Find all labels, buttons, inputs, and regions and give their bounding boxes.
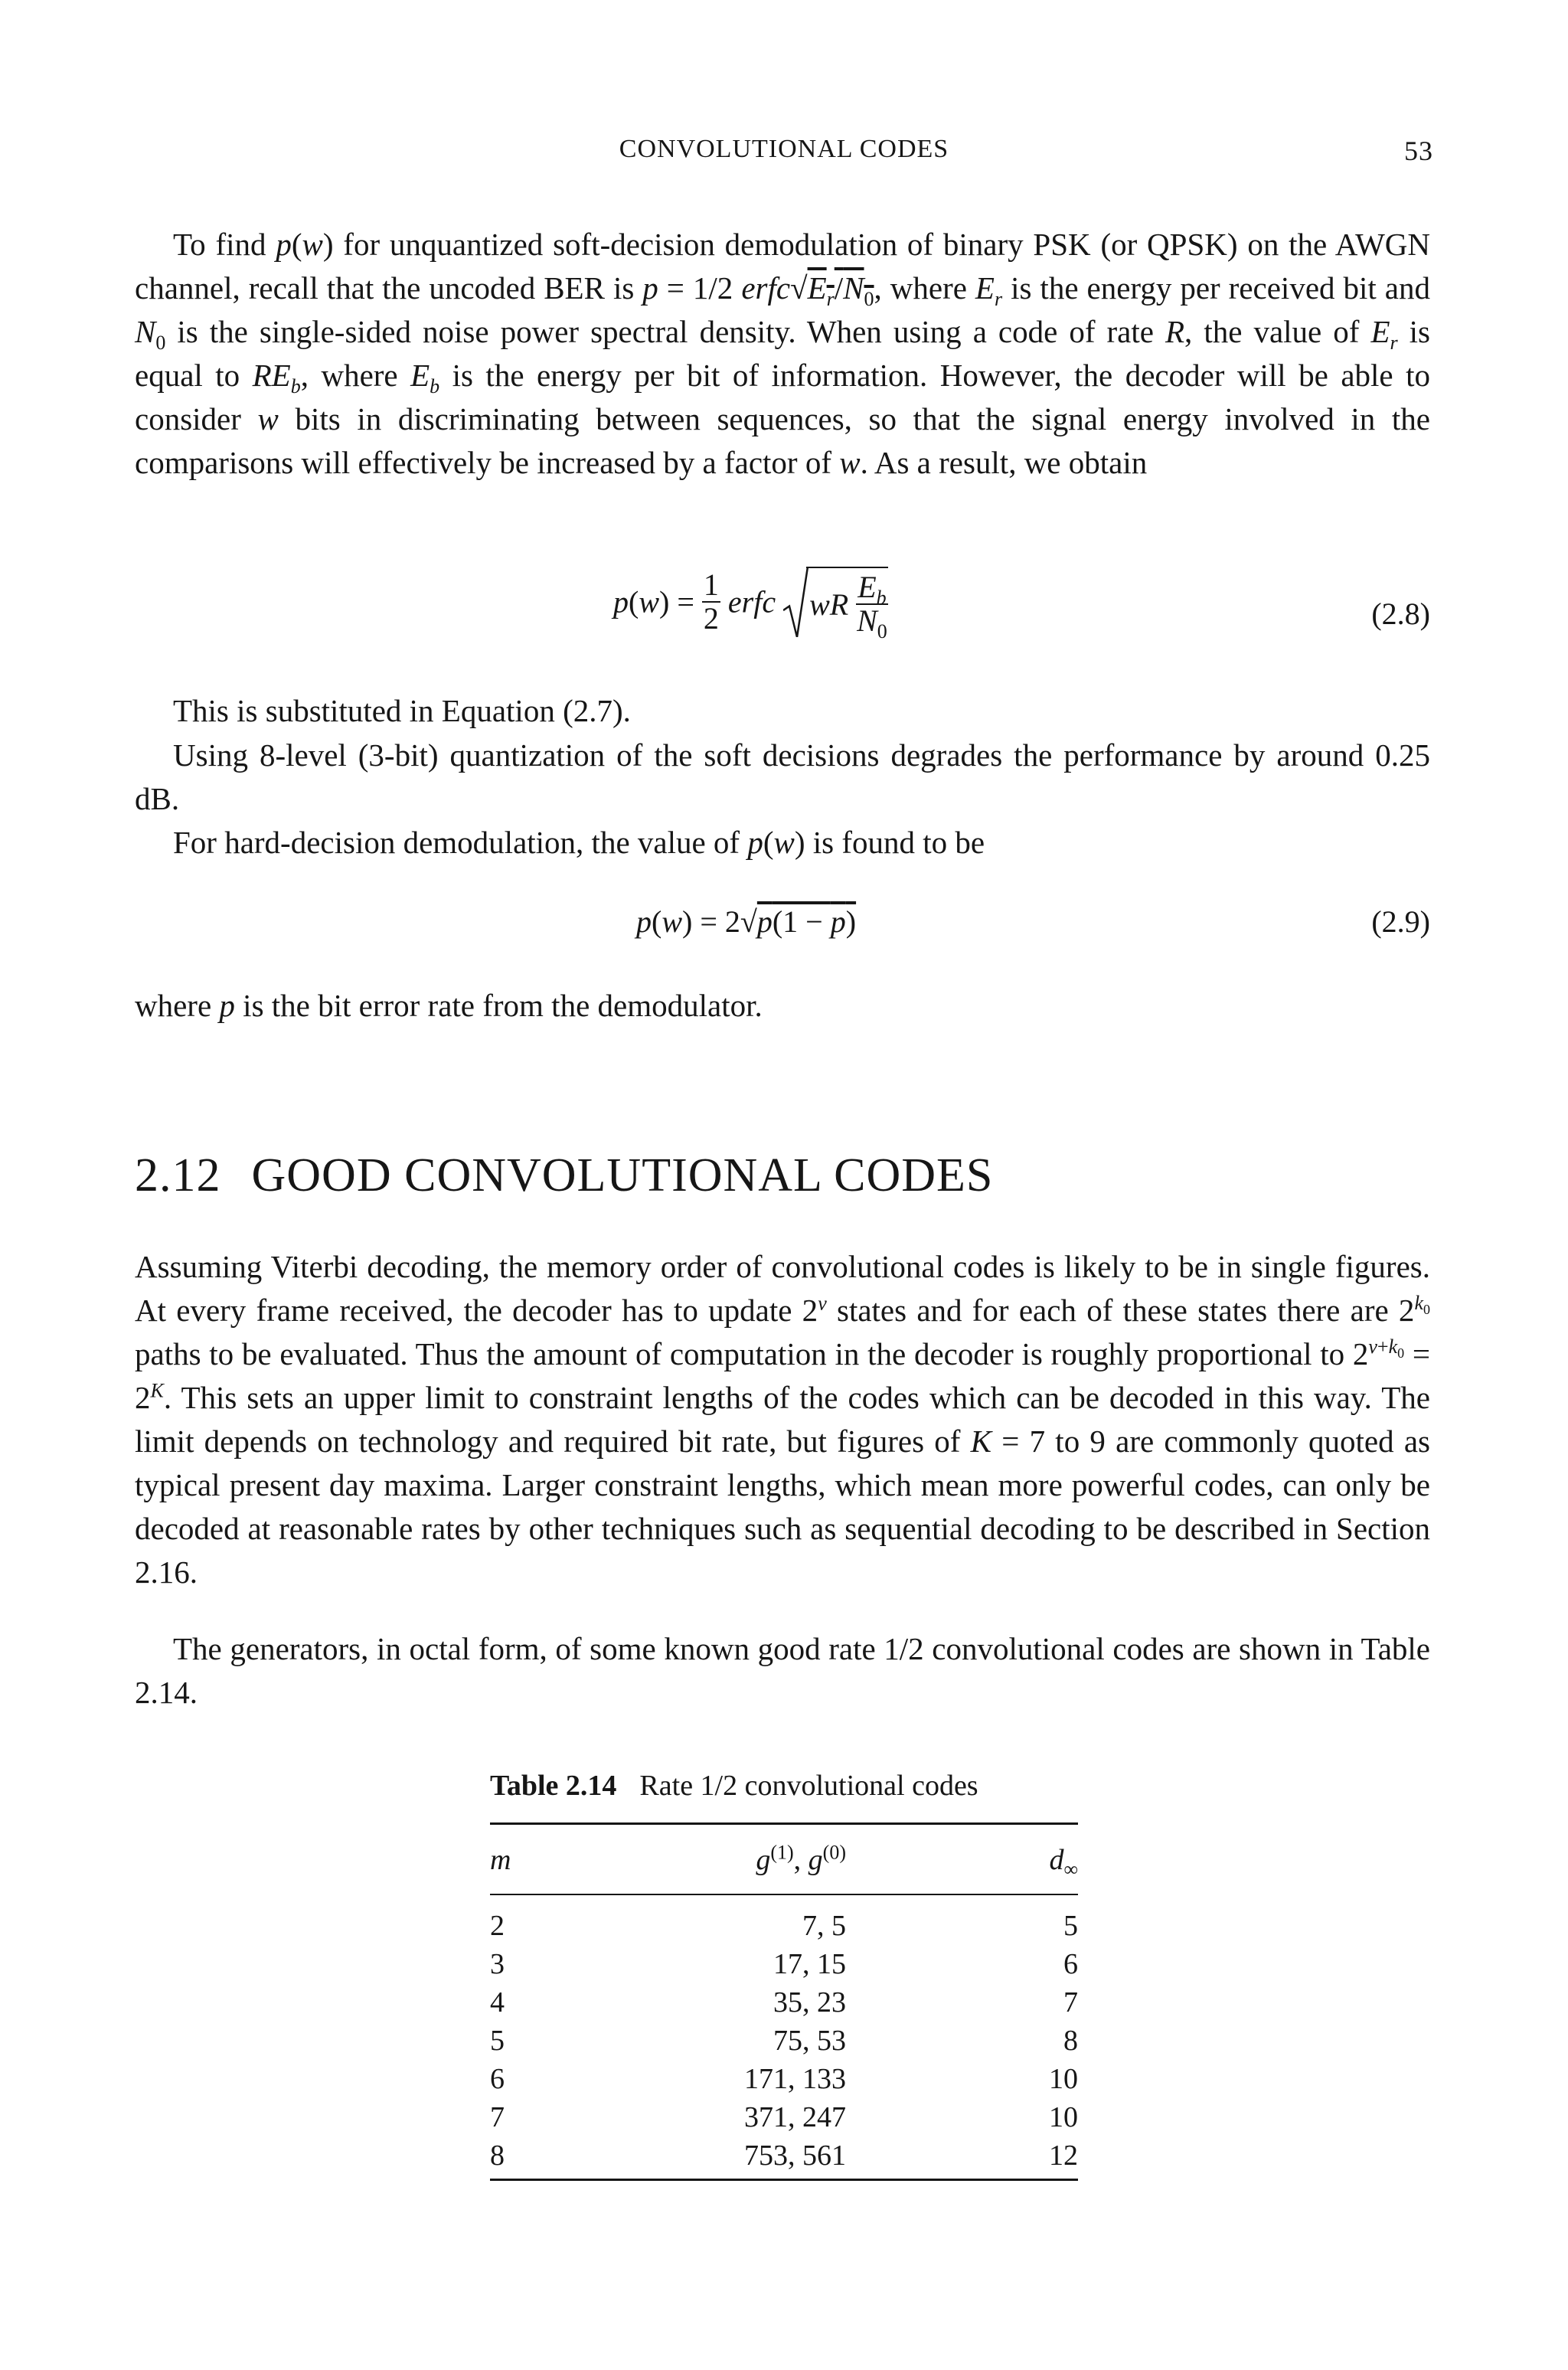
table-body [490,1895,1078,2179]
running-title: CONVOLUTIONAL CODES [619,135,949,163]
cell-generators: 17, 15 [773,1948,846,1980]
header-m: m [490,1844,511,1876]
paragraph-soft-decision: To find p(w) for unquantized soft-decision demodulation of binary PSK (or QPSK) on the AWGN channel, recall that the uncoded BER is p = 1/2 $erfc√E_r/N_0$, where $E_r$ is the energy per received bit and $N_0$ is the single-sided noise power spectral density. When using a code of rate R, the value of $E_r$ is equal to $RE_b$, where $E_b$ is the energy per bit of information. However, the decoder will be able to consider w bits in discriminating between sequences, so that the signal energy involved in the comparisons will effectively be increased by a factor of w. As a result, we obtain [135,227,1430,480]
paragraph-where-p: where p is the bit error rate from the demodulator. [135,988,763,1023]
table-row [490,2100,1078,2140]
cell-free-distance: 7 [1063,1986,1078,2019]
section-heading [135,1149,993,1203]
paragraph-quantization: Using 8-level (3-bit) quantization of the soft decisions degrades the performance by around 0.25 dB. [135,737,1430,816]
table-row [490,1986,1078,2025]
equation-2-8 [135,567,1430,674]
paragraph-hard-decision: For hard-decision demodulation, the value of p(w) is found to be [173,825,985,860]
cell-generators: 371, 247 [744,2101,846,2133]
cell-generators: 7, 5 [802,1910,846,1942]
cell-free-distance: 5 [1063,1910,1078,1942]
table-caption [490,1769,1078,1822]
cell-free-distance: 8 [1063,2025,1078,2057]
paragraph-viterbi: Assuming Viterbi decoding, the memory order of convolutional codes is likely to be in single figures. At every frame received, the decoder has to update 2$^v$ states and for each of these states there are $2^{k_0}$ paths to be evaluated. Thus the amount of computation in the decoder is roughly proportional to $2^{v+k_0} = 2^K$. This sets an upper limit to constraint lengths of the codes which can be decoded in this way. The limit depends on technology and required bit rate, but figures of K = 7 to 9 are commonly quoted as typical present day maxima. Larger constraint lengths, which mean more powerful codes, can only be decoded at reasonable rates by other techniques such as sequential decoding to be described in Section 2.16. [135,1249,1430,1590]
header-free-distance: $d_\infty$ [1049,1844,1078,1881]
table-header-row [490,1825,1078,1894]
table-label: Table 2.14 [490,1770,617,1802]
table-row [490,1909,1078,1949]
cell-free-distance: 12 [1049,2140,1078,2172]
square-root-icon [783,567,809,637]
cell-free-distance: 10 [1049,2101,1078,2133]
cell-free-distance: 10 [1049,2063,1078,2095]
cell-m: 6 [490,2063,505,2095]
cell-m: 7 [490,2101,505,2133]
table-row [490,2139,1078,2179]
running-head [135,135,1433,173]
paragraph-substitution: This is substituted in Equation (2.7). [173,693,631,728]
cell-generators: 753, 561 [744,2140,846,2172]
cell-generators: 171, 133 [744,2063,846,2095]
cell-m: 4 [490,1986,505,2019]
equation-number: (2.8) [1371,597,1430,631]
equation-2-9-body: p(w) = 2√p(1 − p) [636,904,857,939]
table-2-14 [490,1769,1078,2181]
cell-generators: 75, 53 [773,2025,846,2057]
cell-m: 8 [490,2140,505,2172]
section-title: GOOD CONVOLUTIONAL CODES [251,1149,994,1201]
equation-2-8-body: p(w) = $\frac{1}{2}$ erfc wR $\frac{E_b}{N_0}$ [613,567,887,642]
table-caption-text: Rate 1/2 convolutional codes [639,1770,978,1802]
cell-m: 2 [490,1910,505,1942]
equation-number: (2.9) [1371,904,1430,939]
table-row [490,1947,1078,1987]
table-bottom-rule [490,2179,1078,2181]
cell-free-distance: 6 [1063,1948,1078,1980]
cell-generators: 35, 23 [773,1986,846,2019]
section-number: 2.12 [135,1149,221,1201]
table-row [490,2062,1078,2102]
header-generators: $g^{(1)}$, $g^{(0)}$ [756,1841,846,1876]
cell-m: 5 [490,2025,505,2057]
page-number: 53 [1404,136,1433,166]
paragraph-generators: The generators, in octal form, of some known good rate 1/2 convolutional codes are shown in Table 2.14. [135,1631,1430,1710]
table-row [490,2024,1078,2064]
equation-2-9 [135,904,1430,957]
cell-m: 3 [490,1948,505,1980]
